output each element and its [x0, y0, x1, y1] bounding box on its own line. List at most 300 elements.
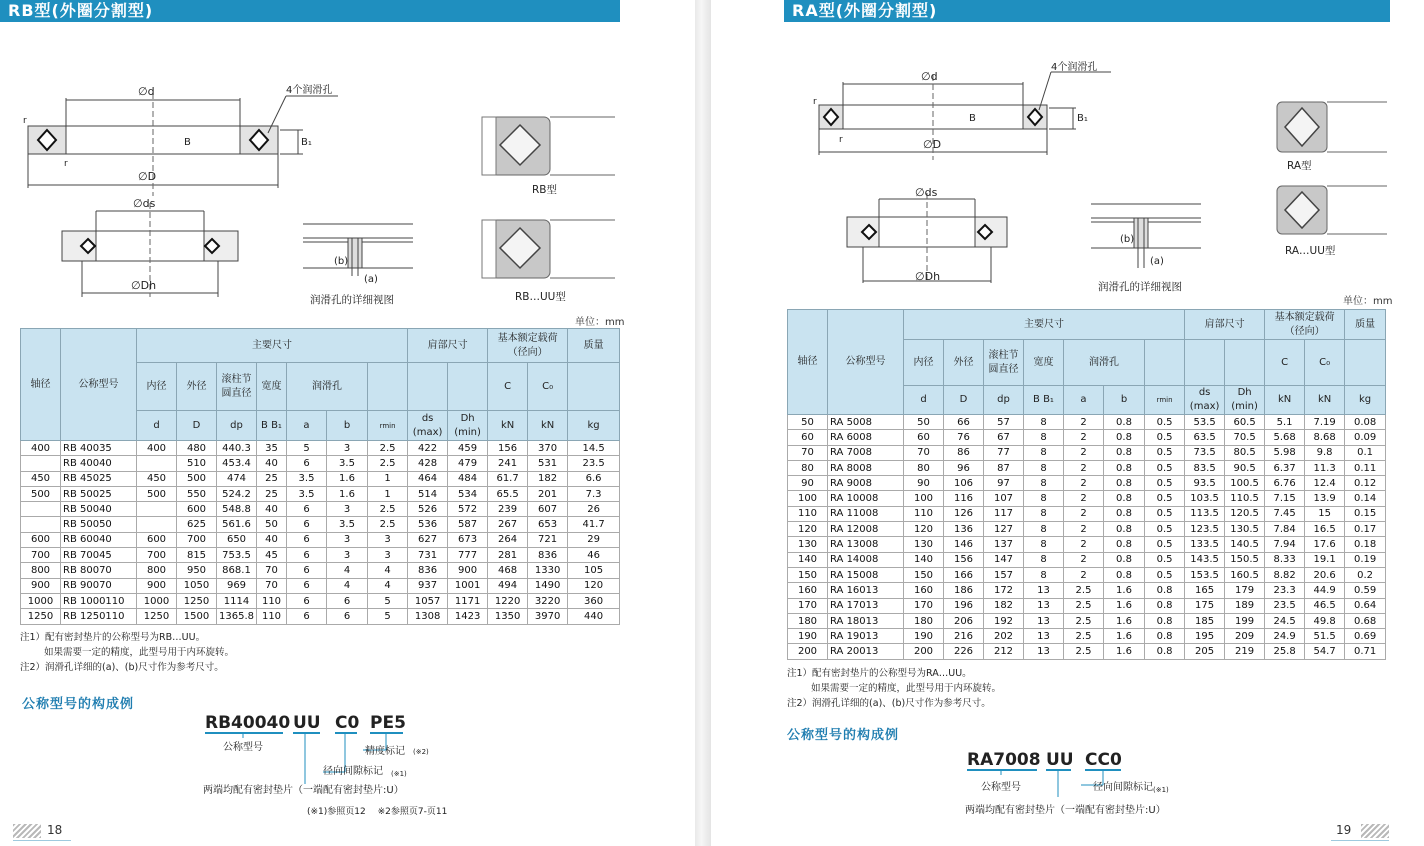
table-row [788, 415, 1386, 430]
table-cell: 19.1 [1305, 552, 1345, 567]
table-cell: 83.5 [1185, 460, 1225, 475]
table-cell: 0.71 [1345, 644, 1386, 659]
table-cell: 1000 [137, 593, 177, 608]
table-cell: 206 [944, 613, 984, 628]
table-cell: 0.5 [1145, 430, 1185, 445]
table-cell: 2 [1064, 522, 1104, 537]
table-cell: 6 [287, 456, 327, 471]
table-cell: 2 [1064, 445, 1104, 460]
code-pe5: PE5 [370, 713, 406, 733]
table-cell: 800 [137, 563, 177, 578]
table-cell: 4 [368, 563, 408, 578]
table-cell: 120 [788, 522, 828, 537]
table-cell: 836 [528, 548, 568, 563]
table-cell: 3.5 [287, 471, 327, 486]
lbl-refs: (※1)参照页12 ※2参照页7-页11 [307, 807, 448, 817]
table-cell: 484 [448, 471, 488, 486]
table-cell: 777 [448, 548, 488, 563]
table-cell: 1365.8 [217, 609, 257, 624]
lbl-model: 公称型号 [981, 782, 1021, 793]
table-cell: 8 [1024, 552, 1064, 567]
table-cell: 8 [1024, 445, 1064, 460]
table-cell: 140.5 [1225, 537, 1265, 552]
table-cell: 6 [287, 532, 327, 547]
table-cell: 836 [408, 563, 448, 578]
table-cell: 2 [1064, 430, 1104, 445]
table-cell: 46 [568, 548, 620, 563]
table-cell: 90.5 [1225, 460, 1265, 475]
table-cell: 13 [1024, 629, 1064, 644]
table-cell: 524.2 [217, 486, 257, 501]
table-cell: 969 [217, 578, 257, 593]
table-cell: RB 45025 [61, 471, 137, 486]
table-cell: 13 [1024, 583, 1064, 598]
table-cell: RA 6008 [828, 430, 904, 445]
lbl-clearance: 径向间隙标记 [323, 766, 383, 777]
table-cell: 6 [287, 517, 327, 532]
table-cell: 110 [257, 593, 287, 608]
table-cell: 86 [944, 445, 984, 460]
table-cell: 459 [448, 441, 488, 456]
table-cell: 157 [984, 567, 1024, 582]
table-cell: RB 60040 [61, 532, 137, 547]
table-cell: 123.5 [1185, 522, 1225, 537]
table-cell: 105 [568, 563, 620, 578]
table-cell: 526 [408, 502, 448, 517]
table-cell: 0.08 [1345, 415, 1386, 430]
table-cell: 5.98 [1265, 445, 1305, 460]
table-cell: 267 [488, 517, 528, 532]
table-cell: 7.45 [1265, 506, 1305, 521]
table-cell: RB 50050 [61, 517, 137, 532]
table-cell: 2.5 [1064, 583, 1104, 598]
table-cell: RA 9008 [828, 476, 904, 491]
table-cell: 160 [788, 583, 828, 598]
table-cell: 60.5 [1225, 415, 1265, 430]
col-model: 公称型号 [61, 329, 137, 441]
rb-model-code-example [195, 710, 495, 822]
table-cell: 600 [137, 532, 177, 547]
right-page [711, 0, 1424, 846]
table-cell: 6 [287, 548, 327, 563]
lbl-clearance: 径向间隙标记 [1093, 782, 1153, 793]
table-cell: 7.15 [1265, 491, 1305, 506]
table-cell: 673 [448, 532, 488, 547]
table-cell: 8 [1024, 460, 1064, 475]
table-cell: 1490 [528, 578, 568, 593]
table-cell: 40 [257, 532, 287, 547]
table-cell: 700 [177, 532, 217, 547]
table-cell: 11.3 [1305, 460, 1345, 475]
ra-spec-table: 轴径 公称型号 主要尺寸 肩部尺寸 基本额定载荷（径向） 质量 内径 外径 滚柱节圆直径 宽度 润滑孔 C C₀ d D dp B B₁ a b rmin ds (max) Dh (min) kN kN kg 50 RA 5008 50 66 57 8 2 0.8 0.5 53.5 60.5 5.1 7.19 0.08 60 RA 6008 60 76 67 8 2 0.8 0.5 63.5 70.5 5.68 8.68 0.09 70 RA 7008 70 86 77 8 2 0.8 0.5 73.5 80.5 5.98 9.8 0.1 80 RA 8008 80 96 87 8 2 0.8 0.5 83.5 90.5 6.37 11.3 0.11 90 RA 9008 90 106 97 8 2 0.8 0.5 93.5 100.5 6.76 12.4 0.12 100 RA 10008 100 116 107 8 2 0.8 0.5 103.5 110.5 7.15 13.9 0.14 110 RA 11008 110 126 117 8 2 0.8 0.5 113.5 120.5 7.45 15 0.15 120 RA 12008 120 136 127 8 2 0.8 0.5 123.5 130.5 7.84 16.5 0.17 130 RA 13008 130 146 137 8 2 0.8 0.5 133.5 140.5 7.94 17.6 0.18 140 RA 14008 140 156 147 8 2 0.8 0.5 143.5 150.5 8.33 19.1 0.19 150 RA 15008 150 166 157 8 2 0.8 0.5 153.5 160.5 8.82 20.6 0.2 160 RA 16013 160 186 172 13 2.5 1.6 0.8 165 179 23.3 44.9 0.59 170 RA 17013 170 196 182 13 2.5 1.6 0.8 175 189 23.5 46.5 0.64 180 RA 18013 180 206 192 13 2.5 1.6 0.8 185 199 24.5 49.8 0.68 190 RA 19013 190 216 202 13 2.5 1.6 0.8 195 209 24.9 51.5 0.69 200 RA 20013 200 226 212 13 2.5 1.6 0.8 205 219 25.8 54.7 0.71 [787, 309, 1386, 660]
table-row [788, 567, 1386, 582]
table-cell: 1114 [217, 593, 257, 608]
table-cell: 6.6 [568, 471, 620, 486]
table-cell: 65.5 [488, 486, 528, 501]
table-cell: 24.9 [1265, 629, 1305, 644]
table-cell: 4 [327, 563, 368, 578]
table-cell: 0.64 [1345, 598, 1386, 613]
col-shoulder: 肩部尺寸 [408, 329, 488, 363]
table-cell: 0.8 [1104, 415, 1145, 430]
table-cell: 172 [984, 583, 1024, 598]
table-cell: 1000 [21, 593, 61, 608]
code-uu: UU [1046, 750, 1074, 770]
table-cell: 2 [1064, 552, 1104, 567]
table-cell: 5.68 [1265, 430, 1305, 445]
table-row [788, 476, 1386, 491]
rb-type-illustration [480, 115, 620, 200]
dim-b-label: (b) [1120, 234, 1135, 245]
table-cell: 0.59 [1345, 583, 1386, 598]
table-cell: 226 [944, 644, 984, 659]
rb-shoulder-diagram [58, 193, 248, 298]
dim-Dh-label: ∅Dh [915, 270, 941, 283]
table-cell: 0.5 [1145, 552, 1185, 567]
table-cell: 239 [488, 502, 528, 517]
table-row [21, 593, 620, 608]
table-cell: RA 18013 [828, 613, 904, 628]
svg-text:(※1): (※1) [391, 770, 407, 778]
table-cell: 130 [788, 537, 828, 552]
dim-d-label: ∅d [921, 70, 938, 83]
table-cell: 35 [257, 441, 287, 456]
table-cell: 0.5 [1145, 537, 1185, 552]
table-cell: 156 [488, 441, 528, 456]
left-page [0, 0, 695, 846]
table-row [788, 491, 1386, 506]
table-cell: RB 1250110 [61, 609, 137, 624]
table-cell: 6 [287, 609, 327, 624]
table-cell: 0.8 [1145, 583, 1185, 598]
table-cell: 8 [1024, 567, 1064, 582]
col-width: 宽度 [257, 363, 287, 411]
table-cell: 7.3 [568, 486, 620, 501]
table-cell: 8.82 [1265, 567, 1305, 582]
table-cell: 170 [904, 598, 944, 613]
table-cell: 264 [488, 532, 528, 547]
table-cell: 731 [408, 548, 448, 563]
table-cell: 0.8 [1145, 644, 1185, 659]
code-c0: C0 [335, 713, 360, 733]
table-row [21, 563, 620, 578]
table-cell: 2.5 [1064, 629, 1104, 644]
col-inner: 内径 [137, 363, 177, 411]
table-cell: 51.5 [1305, 629, 1345, 644]
table-cell: 120 [904, 522, 944, 537]
table-cell: 1.6 [327, 486, 368, 501]
table-row [788, 430, 1386, 445]
table-cell: 474 [217, 471, 257, 486]
col-outer: 外径 [944, 340, 984, 386]
table-cell: 2.5 [368, 502, 408, 517]
table-cell: 1308 [408, 609, 448, 624]
table-cell: 0.8 [1104, 430, 1145, 445]
table-cell: 186 [944, 583, 984, 598]
table-cell: 61.7 [488, 471, 528, 486]
table-cell: 133.5 [1185, 537, 1225, 552]
table-cell: 0.11 [1345, 460, 1386, 475]
rb-cross-section-diagram [18, 78, 333, 198]
table-cell: 1 [368, 471, 408, 486]
table-cell: 0.8 [1104, 476, 1145, 491]
table-cell: 180 [788, 613, 828, 628]
table-cell: 0.15 [1345, 506, 1386, 521]
table-cell: 130.5 [1225, 522, 1265, 537]
table-cell: 199 [1225, 613, 1265, 628]
table-cell: 6 [287, 578, 327, 593]
table-row [21, 456, 620, 471]
table-cell: 0.5 [1145, 445, 1185, 460]
col-load: 基本额定载荷（径向） [488, 329, 568, 363]
page-title: RA型(外圈分割型) [784, 0, 1390, 22]
table-cell: 147 [984, 552, 1024, 567]
lbl-model: 公称型号 [223, 742, 263, 753]
table-cell: 0.8 [1104, 522, 1145, 537]
table-cell: 205 [1185, 644, 1225, 659]
table-cell: 189 [1225, 598, 1265, 613]
table-cell: 1250 [21, 609, 61, 624]
table-cell: 160 [904, 583, 944, 598]
col-mass: 质量 [568, 329, 620, 363]
table-cell: 23.5 [568, 456, 620, 471]
lbl-seal: 两端均配有密封垫片（一端配有密封垫片:U） [965, 805, 1166, 816]
table-cell: 100 [788, 491, 828, 506]
table-cell: 29 [568, 532, 620, 547]
table-cell: 136 [944, 522, 984, 537]
table-cell: 60 [904, 430, 944, 445]
table-row [21, 441, 620, 456]
table-cell: 202 [984, 629, 1024, 644]
col-C: C [1265, 340, 1305, 386]
table-cell: 0.19 [1345, 552, 1386, 567]
table-cell: 179 [1225, 583, 1265, 598]
table-cell: 281 [488, 548, 528, 563]
table-cell: 96 [944, 460, 984, 475]
table-cell: 120 [568, 578, 620, 593]
col-C: C [488, 363, 528, 411]
table-cell: 26 [568, 502, 620, 517]
table-cell: 500 [137, 486, 177, 501]
table-cell: 514 [408, 486, 448, 501]
table-cell: RA 11008 [828, 506, 904, 521]
table-cell: RB 1000110 [61, 593, 137, 608]
table-cell: RB 40040 [61, 456, 137, 471]
table-cell: 3 [368, 548, 408, 563]
col-outer: 外径 [177, 363, 217, 411]
table-cell: 5 [368, 593, 408, 608]
table-cell: 90 [904, 476, 944, 491]
table-cell: 8 [1024, 415, 1064, 430]
table-cell: 6 [287, 502, 327, 517]
table-cell: RA 5008 [828, 415, 904, 430]
type-rb-label: RB型 [532, 184, 557, 196]
table-cell: 212 [984, 644, 1024, 659]
table-row [788, 629, 1386, 644]
type-ra-uu-label: RA…UU型 [1285, 245, 1336, 257]
table-cell: 14.5 [568, 441, 620, 456]
table-cell: 150 [788, 567, 828, 582]
table-cell: 1330 [528, 563, 568, 578]
table-cell: 7.84 [1265, 522, 1305, 537]
table-cell: 0.68 [1345, 613, 1386, 628]
table-cell: 600 [177, 502, 217, 517]
table-cell: 0.14 [1345, 491, 1386, 506]
table-cell: 13.9 [1305, 491, 1345, 506]
table-row [21, 502, 620, 517]
table-cell: 175 [1185, 598, 1225, 613]
table-cell: 216 [944, 629, 984, 644]
table-cell: 110 [788, 506, 828, 521]
table-cell: RB 90070 [61, 578, 137, 593]
table-cell: 0.8 [1104, 552, 1145, 567]
dim-r-label: r [813, 97, 817, 107]
table-row [788, 460, 1386, 475]
rb-uu-type-illustration [480, 218, 620, 306]
table-cell: 2.5 [1064, 644, 1104, 659]
table-cell: 63.5 [1185, 430, 1225, 445]
table-cell: 468 [488, 563, 528, 578]
table-cell: 625 [177, 517, 217, 532]
table-cell: 6 [327, 593, 368, 608]
table-cell: 464 [408, 471, 448, 486]
table-cell: 607 [528, 502, 568, 517]
table-cell: 815 [177, 548, 217, 563]
table-cell: 3 [327, 548, 368, 563]
table-cell: 13 [1024, 613, 1064, 628]
table-cell: 15 [1305, 506, 1345, 521]
table-cell: 2 [1064, 415, 1104, 430]
svg-text:(※2): (※2) [413, 748, 429, 756]
col-shoulder: 肩部尺寸 [1185, 310, 1265, 340]
table-cell: 2 [1064, 491, 1104, 506]
table-cell: 2.5 [368, 517, 408, 532]
table-row [788, 445, 1386, 460]
table-row [788, 583, 1386, 598]
table-cell: 6.37 [1265, 460, 1305, 475]
table-cell: RA 16013 [828, 583, 904, 598]
table-cell: 721 [528, 532, 568, 547]
page-number-decoration [1361, 824, 1389, 838]
table-cell: 8 [1024, 522, 1064, 537]
table-cell: 60 [788, 430, 828, 445]
lube-hole-detail-diagram [1086, 198, 1206, 296]
table-cell: 70 [257, 578, 287, 593]
table-cell: 190 [788, 629, 828, 644]
table-row [788, 522, 1386, 537]
table-cell: RA 12008 [828, 522, 904, 537]
col-shaft: 轴径 [21, 329, 61, 441]
table-cell: 800 [21, 563, 61, 578]
table-cell: 0.8 [1145, 613, 1185, 628]
table-cell: 1057 [408, 593, 448, 608]
table-cell: 54.7 [1305, 644, 1345, 659]
table-cell: 0.2 [1345, 567, 1386, 582]
ra-type-illustration [1275, 100, 1395, 175]
table-cell: 8 [1024, 506, 1064, 521]
table-cell: 0.09 [1345, 430, 1386, 445]
table-cell: 0.5 [1145, 415, 1185, 430]
table-cell: 900 [21, 578, 61, 593]
table-cell: 422 [408, 441, 448, 456]
table-cell: 8.68 [1305, 430, 1345, 445]
table-cell: 8 [1024, 476, 1064, 491]
table-cell: 24.5 [1265, 613, 1305, 628]
table-cell: 3220 [528, 593, 568, 608]
table-cell: RA 20013 [828, 644, 904, 659]
table-cell: 5 [287, 441, 327, 456]
ra-model-code-example [961, 745, 1201, 820]
lube-holes-label: 4个润滑孔 [1051, 62, 1098, 73]
table-cell: 90 [788, 476, 828, 491]
table-cell: 3 [327, 532, 368, 547]
table-cell: 4 [327, 578, 368, 593]
col-main: 主要尺寸 [137, 329, 408, 363]
table-cell: 900 [137, 578, 177, 593]
table-cell: 5.1 [1265, 415, 1305, 430]
table-cell: RA 15008 [828, 567, 904, 582]
table-cell: 2.5 [368, 456, 408, 471]
table-cell: 868.1 [217, 563, 257, 578]
table-cell: 3.5 [287, 486, 327, 501]
table-cell: 0.5 [1145, 567, 1185, 582]
table-cell: 146 [944, 537, 984, 552]
table-cell: 40 [257, 502, 287, 517]
table-cell: 76 [944, 430, 984, 445]
type-ra-label: RA型 [1287, 160, 1312, 172]
table-cell: 1050 [177, 578, 217, 593]
table-cell: 2.5 [1064, 598, 1104, 613]
table-cell: 73.5 [1185, 445, 1225, 460]
table-cell: 150.5 [1225, 552, 1265, 567]
dim-r2-label: r [839, 135, 843, 145]
table-cell: 1.6 [1104, 598, 1145, 613]
lube-hole-detail-diagram [298, 216, 418, 311]
table-cell: 70 [257, 563, 287, 578]
table-cell: 536 [408, 517, 448, 532]
table-cell: 600 [21, 532, 61, 547]
table-cell: 7.94 [1265, 537, 1305, 552]
table-cell: 100.5 [1225, 476, 1265, 491]
table-cell: 534 [448, 486, 488, 501]
table-cell: 1250 [137, 609, 177, 624]
table-cell: 0.5 [1145, 522, 1185, 537]
table-cell: 17.6 [1305, 537, 1345, 552]
table-cell: 1500 [177, 609, 217, 624]
table-cell: 0.69 [1345, 629, 1386, 644]
table-cell: 117 [984, 506, 1024, 521]
table-cell: 200 [904, 644, 944, 659]
table-cell: 103.5 [1185, 491, 1225, 506]
table-cell: 700 [137, 548, 177, 563]
table-cell: 3 [327, 441, 368, 456]
dim-D-label: ∅D [138, 170, 157, 183]
dim-a-label: (a) [364, 274, 378, 285]
dim-B1-label: B₁ [1077, 113, 1088, 124]
table-cell: 500 [21, 486, 61, 501]
table-cell: 6 [287, 563, 327, 578]
table-cell: RA 10008 [828, 491, 904, 506]
table-cell: 370 [528, 441, 568, 456]
table-cell: 67 [984, 430, 1024, 445]
table-cell: 13 [1024, 644, 1064, 659]
col-C0: C₀ [528, 363, 568, 411]
table-cell: 3 [368, 532, 408, 547]
table-cell [21, 517, 61, 532]
table-cell: 140 [788, 552, 828, 567]
table-cell: 25 [257, 486, 287, 501]
table-cell: 97 [984, 476, 1024, 491]
